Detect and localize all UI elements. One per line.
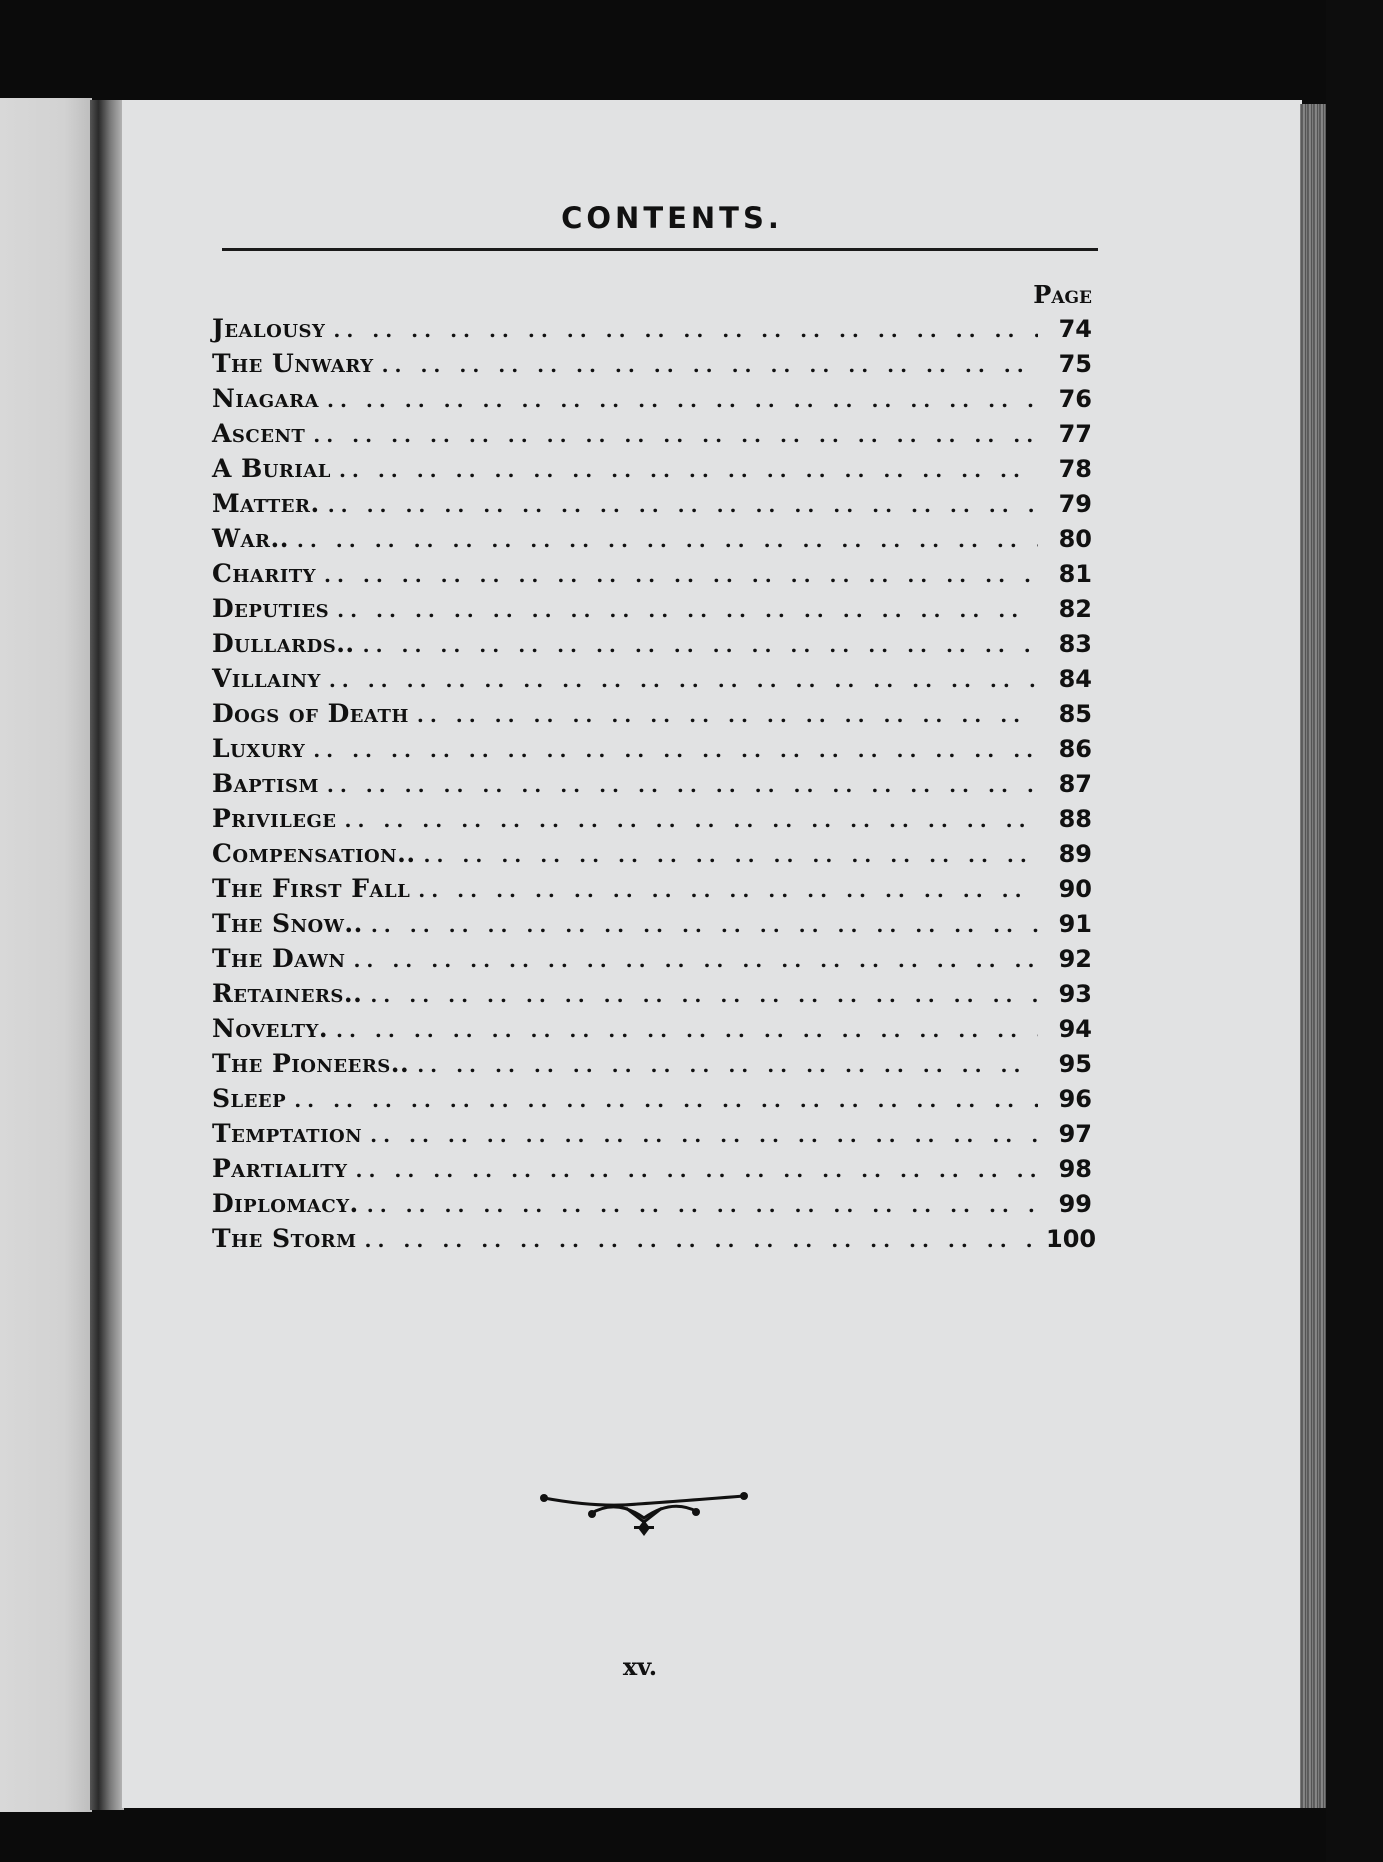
toc-entry	[212, 311, 1092, 346]
toc-entry	[212, 1116, 1092, 1151]
toc-entry-title: Dullards..	[212, 629, 355, 658]
toc-entry	[212, 906, 1092, 941]
toc-entry-title: Luxury	[212, 734, 306, 763]
toc-entry-page: 75	[1058, 350, 1092, 378]
toc-entry-page: 93	[1058, 980, 1092, 1008]
toc-entry-title: Charity	[212, 559, 316, 588]
toc-entry-page: 100	[1046, 1225, 1097, 1253]
toc-entry-title: Jealousy	[212, 314, 326, 343]
toc-entry-title: Matter.	[212, 489, 320, 518]
page-stack-edge	[1300, 104, 1326, 1808]
toc-entry-title: Diplomacy.	[212, 1189, 359, 1218]
toc-entry	[212, 1046, 1092, 1081]
toc-entry	[212, 416, 1092, 451]
toc-entry-page: 98	[1058, 1155, 1092, 1183]
toc-entry-page: 84	[1058, 665, 1092, 693]
toc-entry	[212, 521, 1092, 556]
dot-leader	[370, 978, 1038, 1013]
toc-entry-title: The First Fall	[212, 874, 411, 903]
toc-entry-page: 95	[1058, 1050, 1092, 1078]
toc-entry-title: Partiality	[212, 1154, 348, 1183]
toc-entry-page: 78	[1058, 455, 1092, 483]
dot-leader	[327, 768, 1038, 803]
dot-leader	[356, 1153, 1038, 1188]
toc-entry	[212, 801, 1092, 836]
dot-leader	[329, 663, 1038, 698]
toc-entry-title: Dogs of Death	[212, 699, 409, 728]
toc-entry-page: 99	[1058, 1190, 1092, 1218]
toc-entry	[212, 451, 1092, 486]
dot-leader	[417, 698, 1038, 733]
toc-entry	[212, 486, 1092, 521]
toc-entry-page: 97	[1058, 1120, 1092, 1148]
toc-entry-page: 92	[1058, 945, 1092, 973]
toc-list	[212, 311, 1097, 1256]
toc-entry	[212, 871, 1092, 906]
toc-entry-title: The Storm	[212, 1224, 357, 1253]
toc-entry-page: 91	[1058, 910, 1092, 938]
toc-entry-title: Baptism	[212, 769, 319, 798]
toc-entry	[212, 1011, 1092, 1046]
toc-entry-title: The Dawn	[212, 944, 346, 973]
dot-leader	[353, 943, 1038, 978]
dot-leader	[324, 558, 1038, 593]
dot-leader	[313, 418, 1038, 453]
toc-entry-title: The Unwary	[212, 349, 374, 378]
dot-leader	[382, 348, 1038, 383]
toc-entry	[212, 1186, 1092, 1221]
dot-leader	[363, 628, 1038, 663]
toc-entry-title: A Burial	[212, 454, 331, 483]
toc-entry-title: Deputies	[212, 594, 330, 623]
title-rule	[222, 248, 1098, 251]
toc-entry	[212, 766, 1092, 801]
toc-entry-page: 81	[1058, 560, 1092, 588]
toc-entry-title: Retainers..	[212, 979, 363, 1008]
toc-entry-title: War..	[212, 524, 289, 553]
toc-entry-title: Temptation	[212, 1119, 363, 1148]
dot-leader	[418, 873, 1038, 908]
toc-entry-page: 88	[1058, 805, 1092, 833]
toc-entry	[212, 836, 1092, 871]
book-gutter	[90, 100, 124, 1810]
dot-leader	[370, 1118, 1038, 1153]
toc-entry-page: 83	[1058, 630, 1092, 658]
toc-entry	[212, 346, 1092, 381]
toc-entry	[212, 1221, 1097, 1256]
toc-entry-title: Privilege	[212, 804, 337, 833]
dot-leader	[417, 1048, 1038, 1083]
dot-leader	[365, 1223, 1038, 1258]
scan-background	[1326, 0, 1383, 1862]
toc-entry	[212, 591, 1092, 626]
toc-entry	[212, 941, 1092, 976]
dot-leader	[333, 313, 1038, 348]
page-title: CONTENTS.	[561, 201, 783, 235]
toc-entry-page: 94	[1058, 1015, 1092, 1043]
dot-leader	[297, 523, 1038, 558]
toc-entry-page: 80	[1058, 525, 1092, 553]
dot-leader	[339, 453, 1038, 488]
toc-entry	[212, 1081, 1092, 1116]
toc-entry-page: 82	[1058, 595, 1092, 623]
toc-entry-page: 90	[1058, 875, 1092, 903]
toc-entry	[212, 731, 1092, 766]
toc-entry	[212, 381, 1092, 416]
toc-entry-title: Sleep	[212, 1084, 287, 1113]
toc-entry-page: 89	[1058, 840, 1092, 868]
contents-block	[212, 198, 1097, 1256]
dot-leader	[336, 1013, 1038, 1048]
toc-entry-page: 96	[1058, 1085, 1092, 1113]
dot-leader	[327, 383, 1038, 418]
toc-entry-title: Ascent	[212, 419, 306, 448]
dot-leader	[424, 838, 1038, 873]
toc-entry-page: 74	[1058, 315, 1092, 343]
page-folio: xv.	[622, 1652, 658, 1681]
toc-entry-page: 77	[1058, 420, 1092, 448]
toc-entry-page: 79	[1058, 490, 1092, 518]
left-page-edge	[0, 98, 92, 1812]
toc-entry	[212, 1151, 1092, 1186]
toc-entry	[212, 696, 1092, 731]
toc-entry-title: Villainy	[212, 664, 321, 693]
dot-leader	[328, 488, 1038, 523]
toc-entry-title: The Pioneers..	[212, 1049, 410, 1078]
dot-leader	[371, 908, 1038, 943]
scroll-flourish-icon	[538, 1488, 750, 1544]
toc-entry-title: Compensation..	[212, 839, 416, 868]
dot-leader	[367, 1188, 1038, 1223]
toc-entry	[212, 626, 1092, 661]
toc-entry-page: 85	[1058, 700, 1092, 728]
toc-entry	[212, 661, 1092, 696]
dot-leader	[294, 1083, 1038, 1118]
toc-entry	[212, 976, 1092, 1011]
dot-leader	[345, 803, 1038, 838]
toc-entry-title: The Snow..	[212, 909, 363, 938]
toc-entry	[212, 556, 1092, 591]
toc-entry-page: 86	[1058, 735, 1092, 763]
toc-entry-title: Niagara	[212, 384, 319, 413]
page-column-label: Page	[1033, 280, 1092, 309]
toc-entry-page: 76	[1058, 385, 1092, 413]
dot-leader	[337, 593, 1038, 628]
toc-entry-title: Novelty.	[212, 1014, 329, 1043]
toc-entry-page: 87	[1058, 770, 1092, 798]
dot-leader	[313, 733, 1038, 768]
